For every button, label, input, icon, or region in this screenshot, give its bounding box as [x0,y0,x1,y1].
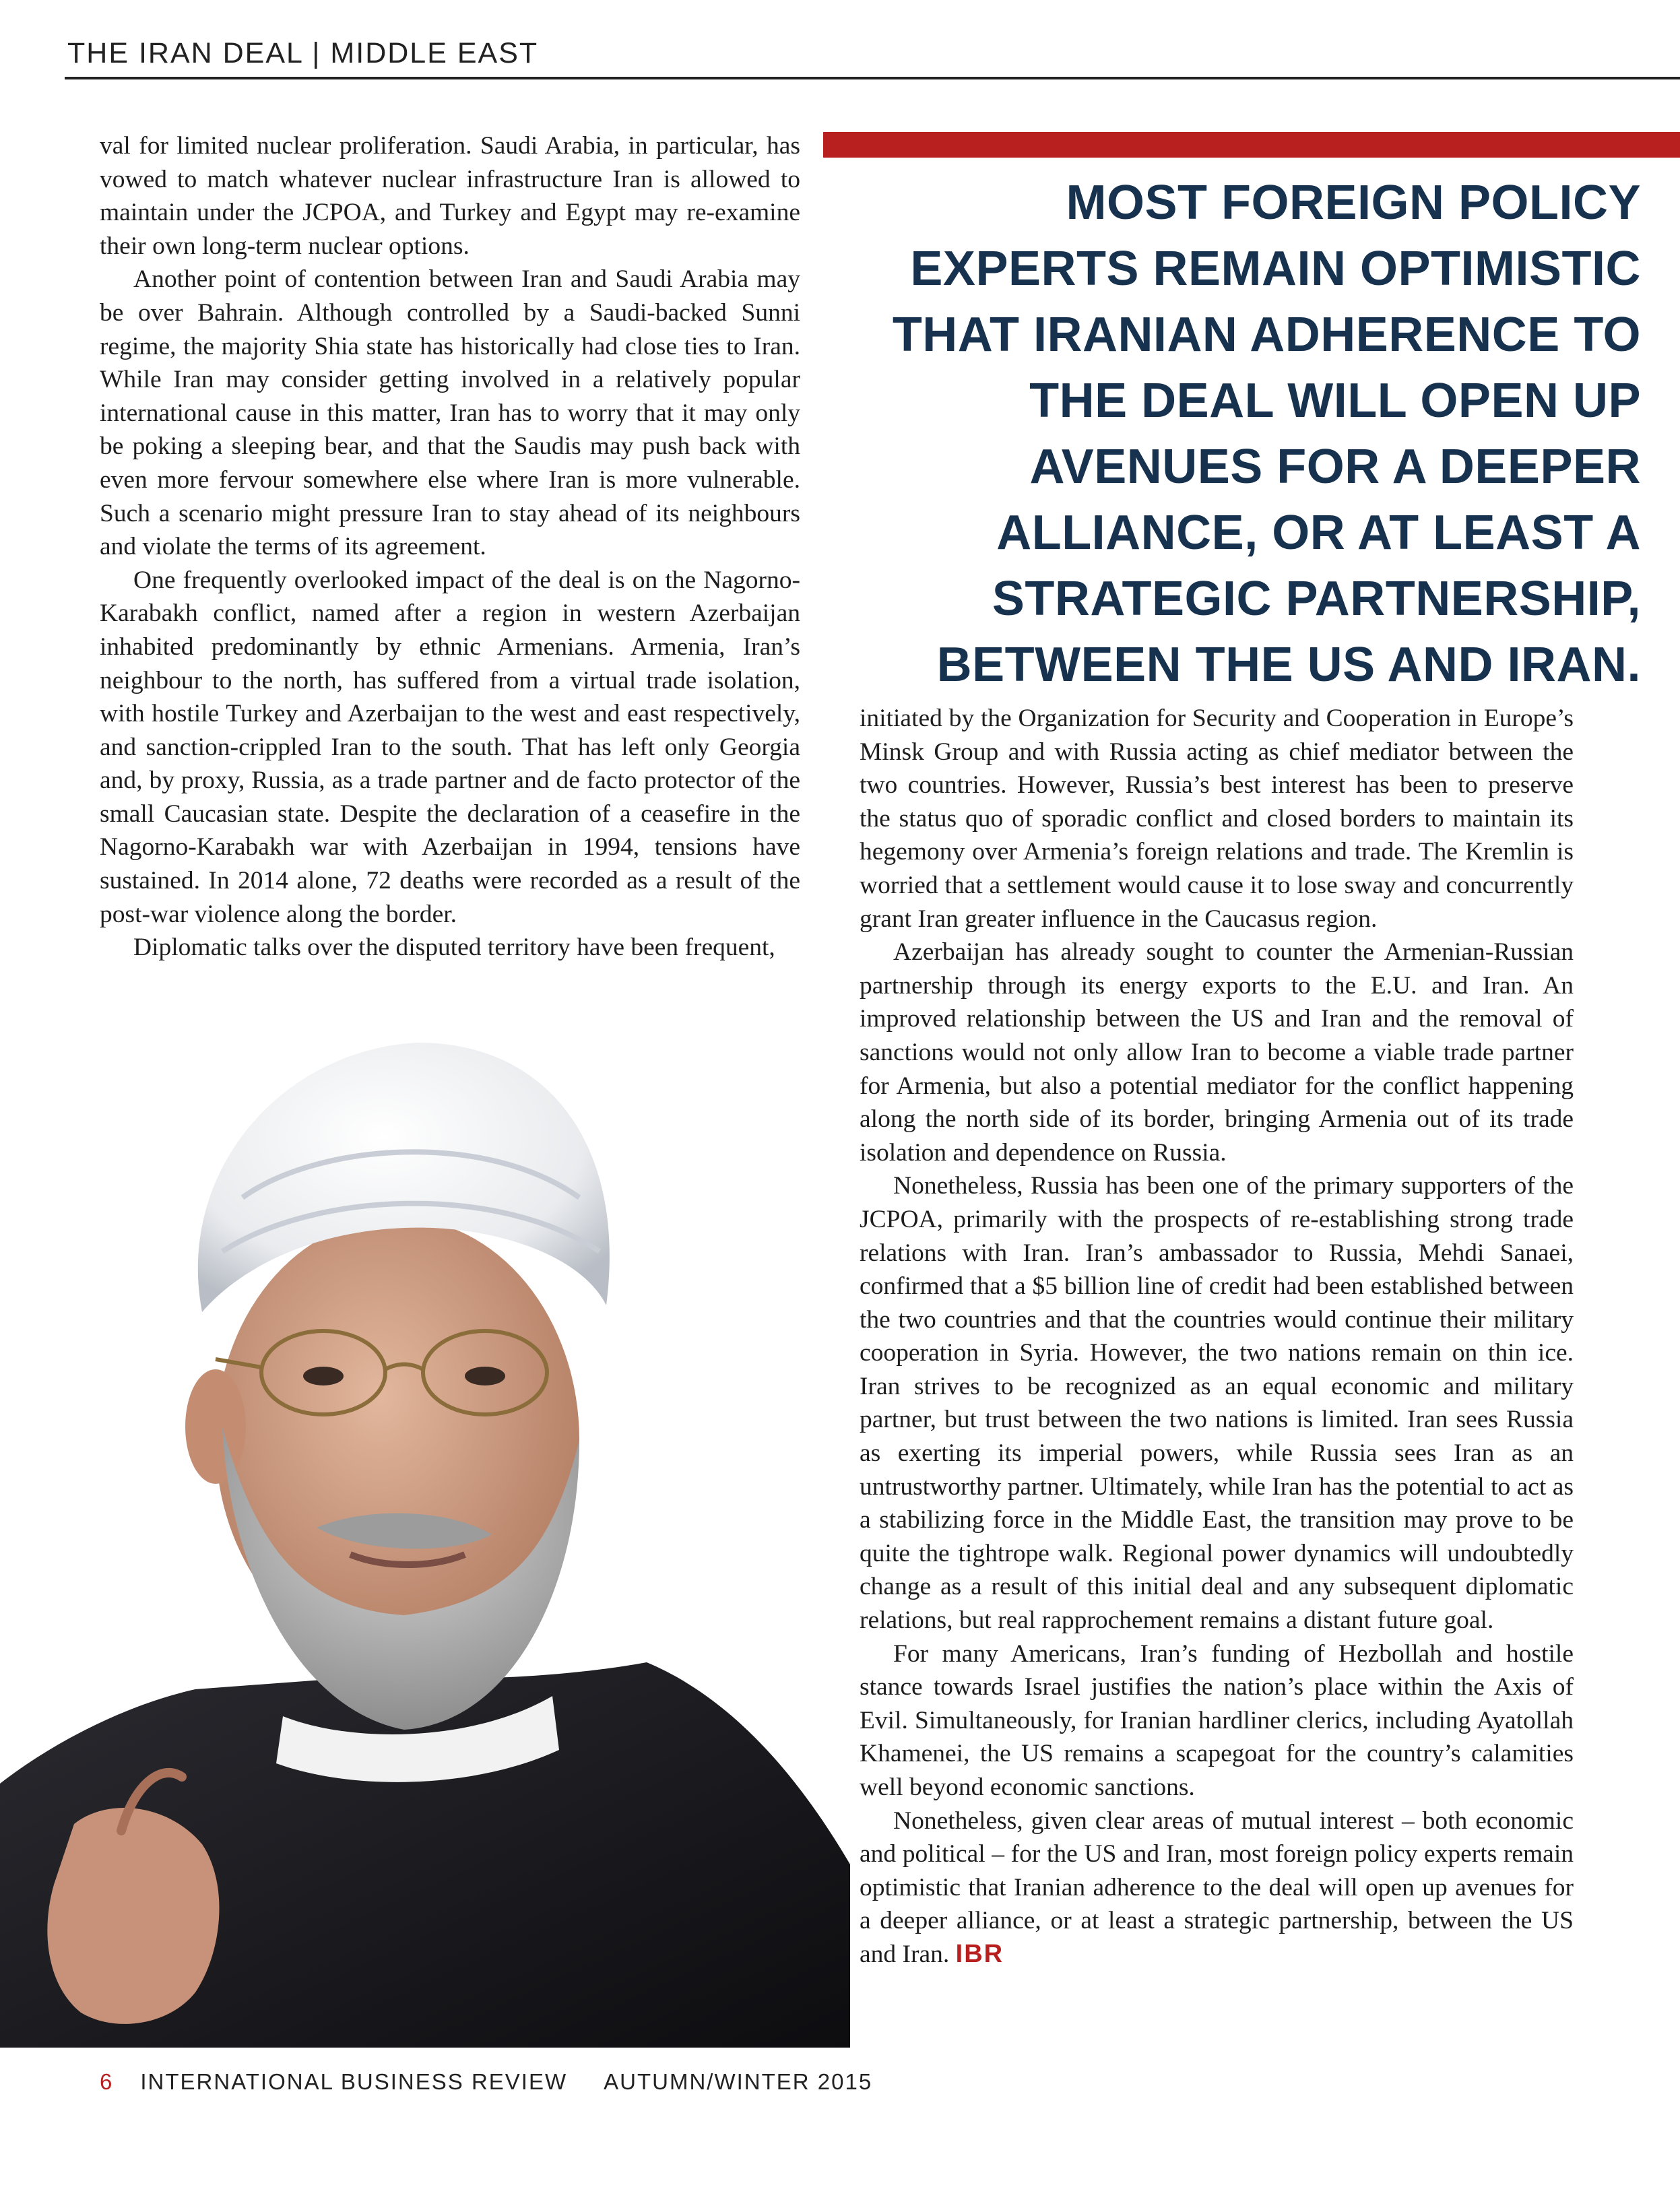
left-column [100,129,800,965]
left-paragraph: One frequently overlooked impact of the deal is on the Nagorno-Karabakh conflict, named after a region in western Azerbaijan inhabited predominantly by ethnic Armenians. Armenia, Iran’s neighbour to the north, has suffered from a virtual trade isolation, with hostile Turkey and Azerbaijan to the west and east respectively, and sanction-crippled Iran to the south. That has left only Georgia and, by proxy, Russia, as a trade partner and de facto protector of the small Caucasian state. Despite the declaration of a ceasefire in the Nagorno-Karabakh war with Azerbaijan in 1994, tensions have sustained. In 2014 alone, 72 deaths were recorded as a result of the post-war violence along the border. [100,566,800,928]
section-header: THE IRAN DEAL | MIDDLE EAST [67,37,539,69]
left-paragraph: Diplomatic talks over the disputed territory have been frequent, [133,934,775,962]
portrait-photo [0,996,850,2048]
footer [100,2065,872,2099]
right-paragraph: For many Americans, Iran’s funding of Hezbollah and hostile stance towards Israel justifies the nation’s place within the Axis of Evil. Simultaneously, for Iranian hardliner clerics, including Ayatollah Khamenei, the US remains a scapegoat for the country’s calamities well beyond economic sanctions. [860,1639,1574,1801]
left-paragraph: val for limited nuclear proliferation. Saudi Arabia, in particular, has vowed to match whatever nuclear infrastructure Iran is allowed to maintain under the JCPOA, and Turkey and Egypt may re-examine their own long-term nuclear options. [100,132,800,260]
ibr-end-mark: IBR [955,1939,1004,1968]
pullquote-accent-bar [823,132,1680,158]
issue-label: AUTUMN/WINTER 2015 [604,2069,873,2094]
right-paragraph: Azerbaijan has already sought to counter the Armenian-Russian partnership through its energy exports to the E.U. and Iran. An improved relationship between the US and Iran and the removal of sanctions would not only allow Iran to become a viable trade partner for Armenia, but also a potential mediator for the conflict happening along the north side of its border, bringing Armenia out of its trade isolation and dependence on Russia. [860,938,1574,1167]
publication-name: INTERNATIONAL BUSINESS REVIEW [140,2069,568,2094]
page-number: 6 [100,2069,114,2094]
pullquote: MOST FOREIGN POLICY EXPERTS REMAIN OPTIMISTIC THAT IRANIAN ADHERENCE TO THE DEAL WILL OPEN UP AVENUES FOR A DEEPER ALLIANCE, OR AT LEAST A STRATEGIC PARTNERSHIP, BETWEEN THE US AND IRAN. [892,176,1641,692]
right-column [860,702,1574,1971]
header-rule [65,77,1680,79]
right-paragraph: initiated by the Organization for Security and Cooperation in Europe’s Minsk Group and with Russia acting as chief mediator between the two countries. However, Russia’s best interest has been to preserve the status quo of sporadic conflict and closed borders to maintain its hegemony over Armenia’s foreign relations and trade. The Kremlin is worried that a settlement would cause it to lose sway and concurrently grant Iran greater influence in the Caucasus region. [860,705,1574,933]
right-paragraph: Nonetheless, Russia has been one of the primary supporters of the JCPOA, primarily with the prospects of re-establishing strong trade relations with Iran. Iran’s ambassador to Russia, Mehdi Sanaei, confirmed that a $5 billion line of credit had been established between the two countries and that the countries would continue their military cooperation in Syria. However, the two nations remain on thin ice. Iran strives to be recognized as an equal economic and military partner, but trust between the two nations is limited. Iran sees Russia as exerting its imperial powers, while Russia sees Iran as an untrustworthy partner. Ultimately, while Iran has the potential to act as a stabilizing force in the Middle East, the transition may prove to be quite the tightrope walk. Regional power dynamics will undoubtedly change as a result of this initial deal and any subsequent diplomatic relations, but real rapprochement remains a distant future goal. [860,1172,1574,1635]
right-final-paragraph [860,1804,1574,1971]
left-paragraph: Another point of contention between Iran and Saudi Arabia may be over Bahrain. Although controlled by a Saudi-backed Sunni regime, the majority Shia state has historically had close ties to Iran. While Iran may consider getting involved in a relatively popular international cause in this matter, Iran has to worry that it may only be poking a sleeping bear, and that the Saudis may push back with even more fervour somewhere else where Iran is more vulnerable. Such a scenario might pressure Iran to stay ahead of its neighbours and violate the terms of its agreement. [100,265,800,561]
final-paragraph-text: Nonetheless, given clear areas of mutual interest – both economic and political – for the US and Iran, most foreign policy experts remain optimistic that Iranian adherence to the deal will open up avenues for a deeper alliance, or at least a strategic partnership, between the US and Iran. [860,1806,1574,1968]
